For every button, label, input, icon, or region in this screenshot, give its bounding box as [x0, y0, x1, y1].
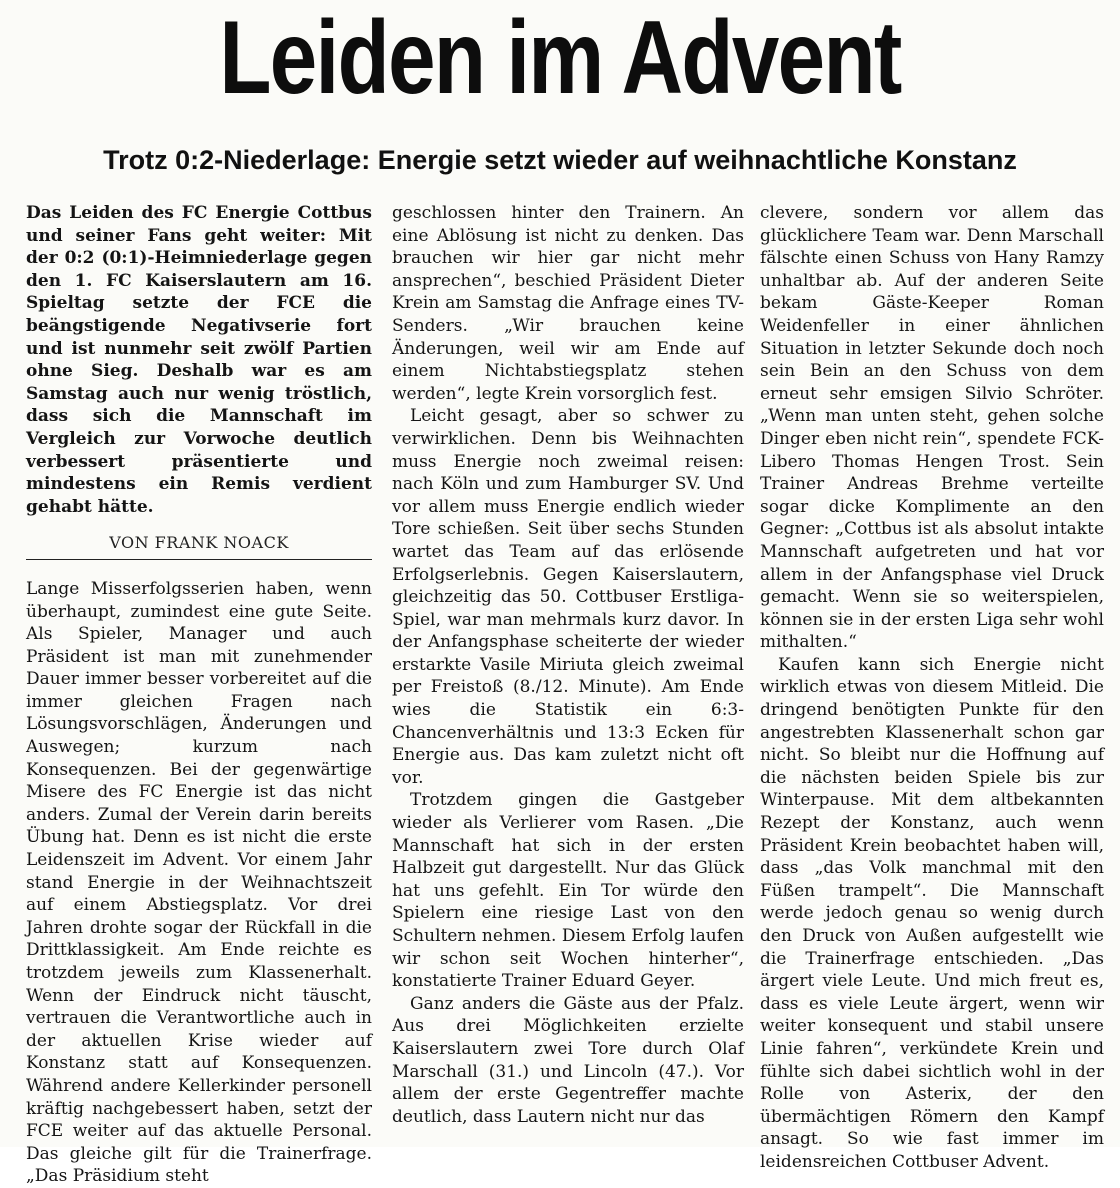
headline: Leiden im Advent: [219, 0, 901, 116]
column-2: [392, 202, 744, 1128]
column-1: [26, 202, 372, 1188]
body-paragraph: Leicht gesagt, aber so schwer zu verwirklichen. Denn bis Weihnachten muss Energie noch zweimal reisen: nach Köln und zum Hamburger SV. Und vor allem muss Energie endlich wieder Tore schießen. Seit über sechs Stunden wartet das Team auf das erlösende Erfolgserlebnis. Gegen Kaiserslautern, gleichzeitig das 50. Cottbuser Erstliga-Spiel, war man mehrmals kurz davor. In der Anfangsphase scheiterte der wieder erstarkte Vasile Miriuta gleich zweimal per Freistoß (8./12. Minute). Am Ende wies die Statistik ein 6:3-Chancenverhältnis und 13:3 Ecken für Energie aus. Das kam zuletzt nicht oft vor.: [392, 406, 744, 788]
byline: VON FRANK NOACK: [109, 533, 289, 553]
body-paragraph: clevere, sondern vor allem das glücklichere Team war. Denn Marschall fälschte einen Schuss von Hany Ramzy unhaltbar ab. Auf der anderen Seite bekam Gäste-Keeper Roman Weidenfeller in einer ähnlichen Situation in letzter Sekunde doch noch sein Bein an den Schuss von dem erneut sehr emsigen Silvio Schröter. „Wenn man unten steht, gehen solche Dinger eben nicht rein“, spendete FCK-Libero Thomas Hengen Trost. Sein Trainer Andreas Brehme verteilte sogar dicke Komplimente an den Gegner: „Cottbus ist als absolut intakte Mannschaft aufgetreten und hat vor allem in der Anfangsphase viel Druck gemacht. Wenn sie so weiterspielen, können sie in der ersten Liga sehr wohl mithalten.“: [760, 203, 1104, 653]
body-paragraph: Kaufen kann sich Energie nicht wirklich etwas von diesem Mitleid. Die dringend benötigten Punkte für den angestrebten Klassenerhalt schon gar nicht. So bleibt nur die Hoffnung auf die nächsten beiden Spiele bis zur Winterpause. Mit dem altbekannten Rezept der Konstanz, auch wenn Präsident Krein beobachtet haben will, dass „das Volk manchmal mit den Füßen trampelt“. Die Mannschaft werde jedoch genau so wenig durch den Druck von Außen aufgestellt wie die Trainerfrage entschieden. „Das ärgert viele Leute. Und mich freut es, dass es viele Leute ärgert, wenn wir weiter konsequent und stabil unsere Linie fahren“, verkündete Krein und fühlte sich dabei sichtlich wohl in der Rolle von Asterix, der den übermächtigen Römern den Kampf ansagt. So wie fast immer im leidensreichen Cottbuser Advent.: [760, 654, 1104, 1172]
lead-paragraph: Das Leiden des FC Energie Cottbus und seiner Fans geht weiter: Mit der 0:2 (0:1)-Heimniederlage gegen den 1. FC Kaiserslautern am 16. Spieltag setzte der FCE die beängstigende Negativserie fort und ist nunmehr seit zwölf Partien ohne Sieg. Deshalb war es am Samstag auch nur wenig tröstlich, dass sich die Mannschaft im Vergleich zur Vorwoche deutlich verbessert präsentierte und mindestens ein Remis verdient gehabt hätte.: [26, 203, 372, 517]
column-3: [760, 202, 1104, 1174]
byline-block: [26, 532, 372, 560]
body-paragraph: Trotzdem gingen die Gastgeber wieder als Verlierer vom Rasen. „Die Mannschaft hat sich in der ersten Halbzeit gut dargestellt. Nur das Glück hat uns gefehlt. Ein Tor würde den Spielern eine riesige Last von den Schultern nehmen. Diesem Erfolg laufen wir schon seit Wochen hinterher“, konstatierte Trainer Eduard Geyer.: [392, 790, 744, 992]
body-paragraph: Ganz anders die Gäste aus der Pfalz. Aus drei Möglichkeiten erzielte Kaiserslautern zwei Tore durch Olaf Marschall (31.) und Lincoln (47.). Vor allem der erste Gegentreffer machte deutlich, dass Lautern nicht nur das: [392, 993, 744, 1127]
body-paragraph: geschlossen hinter den Trainern. An eine Ablösung ist nicht zu denken. Das brauchen wir hier gar nicht mehr ansprechen“, beschied Präsident Dieter Krein am Samstag die Anfrage eines TV-Senders. „Wir brauchen keine Änderungen, weil wir am Ende auf einem Nichtabstiegsplatz stehen werden“, legte Krein vorsorglich fest.: [392, 203, 744, 404]
body-paragraph: Lange Misserfolgsserien haben, wenn überhaupt, zumindest eine gute Seite. Als Spieler, Manager und auch Präsident ist man mit zunehmender Dauer immer besser vorbereitet auf die immer gleichen Fragen nach Lösungsvorschlägen, Änderungen und Auswegen; kurzum nach Konsequenzen. Bei der gegenwärtige Misere des FC Energie ist das nicht anders. Zumal der Verein darin bereits Übung hat. Denn es ist nicht die erste Leidenszeit im Advent. Vor einem Jahr stand Energie in der Weihnachtszeit auf einem Abstiegsplatz. Vor drei Jahren drohte sogar der Rückfall in die Drittklassigkeit. Am Ende reichte es trotzdem jeweils zum Klassenerhalt. Wenn der Eindruck nicht täuscht, vertrauen die Verantwortliche auch in der aktuellen Krise wieder auf Konstanz statt auf Konsequenzen. Während andere Kellerkinder personell kräftig nachgebessert haben, setzt der FCE weiter auf das aktuelle Personal. Das gleiche gilt für die Trainerfrage. „Das Präsidium steht: [26, 578, 372, 1187]
subheadline: Trotz 0:2-Niederlage: Energie setzt wieder auf weihnachtliche Konstanz: [103, 145, 1017, 175]
